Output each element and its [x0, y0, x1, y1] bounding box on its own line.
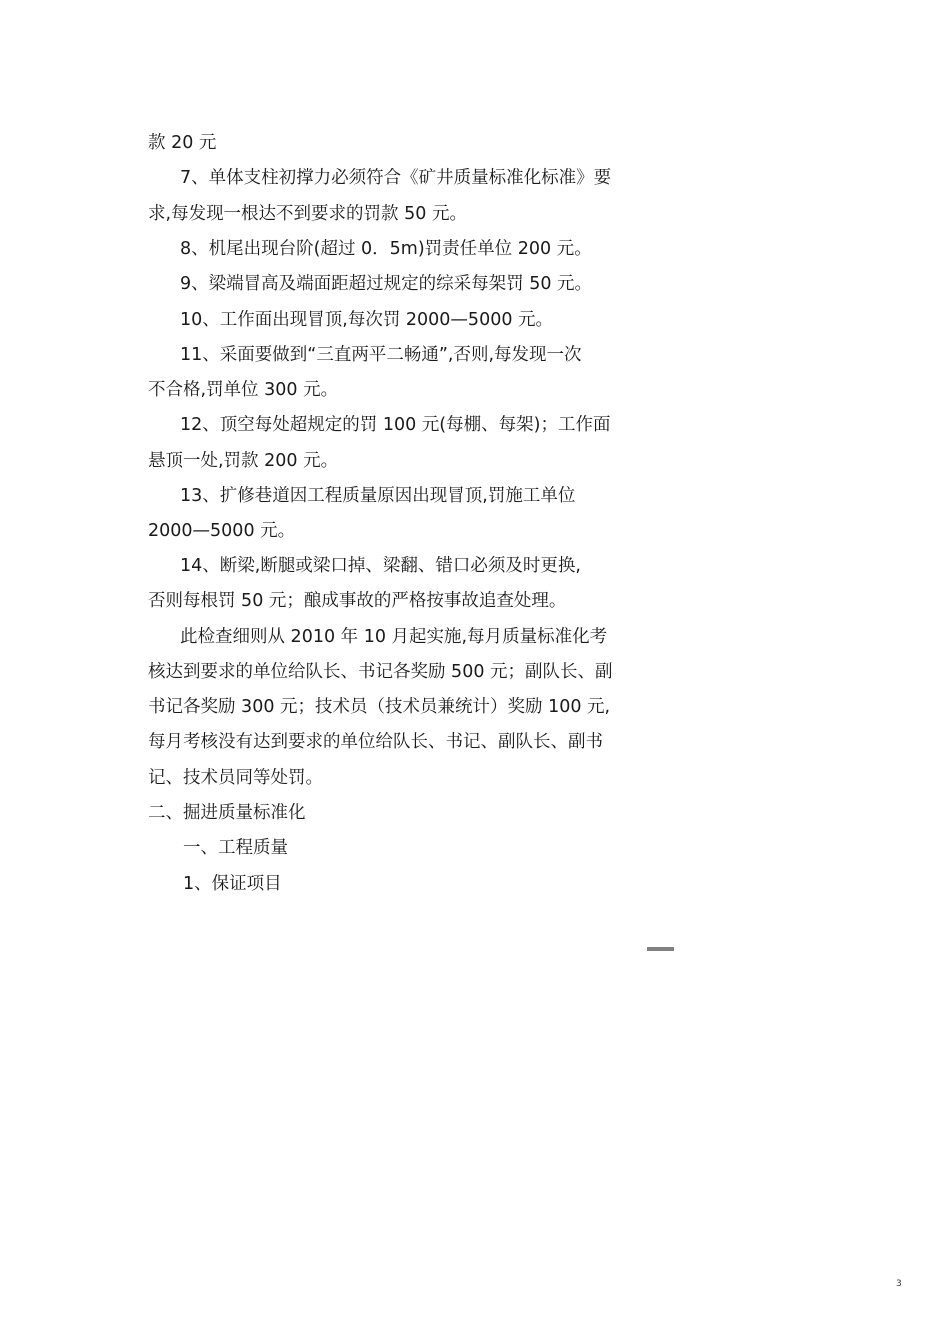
text-line: 10、工作面出现冒顶,每次罚 2000—5000 元。: [180, 310, 554, 330]
text-line: 12、顶空每处超规定的罚 100 元(每棚、每架)；工作面: [180, 415, 611, 435]
divider: [647, 947, 674, 951]
text-line: 不合格,罚单位 300 元。: [148, 380, 339, 400]
text-line: 14、断梁,断腿或梁口掉、梁翻、错口必须及时更换,: [180, 556, 581, 576]
text-line: 7、单体支柱初撑力必须符合《矿井质量标准化标准》要: [180, 168, 612, 188]
section-heading: 二、掘进质量标准化: [148, 803, 306, 823]
text-line: 悬顶一处,罚款 200 元。: [148, 451, 339, 471]
text-line: 11、采面要做到“三直两平二畅通”,否则,每发现一次: [180, 345, 582, 365]
text-line: 2000—5000 元。: [148, 521, 296, 541]
subsection-heading: 一、工程质量: [183, 838, 288, 858]
text-line: 记、技术员同等处罚。: [148, 768, 323, 788]
text-line: 求,每发现一根达不到要求的罚款 50 元。: [148, 204, 467, 224]
text-line: 否则每根罚 50 元；酿成事故的严格按事故追查处理。: [148, 591, 567, 611]
text-line: 此检查细则从 2010 年 10 月起实施,每月质量标准化考: [180, 627, 608, 647]
text-line: 款 20 元: [148, 133, 217, 153]
text-line: 13、扩修巷道因工程质量原因出现冒顶,罚施工单位: [180, 486, 576, 506]
text-line: 每月考核没有达到要求的单位给队长、书记、副队长、副书: [148, 732, 603, 752]
page-number: 3: [896, 1279, 902, 1289]
text-line: 8、机尾出现台阶(超过 0．5m)罚责任单位 200 元。: [180, 239, 592, 259]
text-line: 书记各奖励 300 元；技术员（技术员兼统计）奖励 100 元,: [148, 697, 611, 717]
text-line: 核达到要求的单位给队长、书记各奖励 500 元；副队长、副: [148, 662, 613, 682]
text-line: 9、梁端冒高及端面距超过规定的综采每架罚 50 元。: [180, 274, 593, 294]
subsection-heading: 1、保证项目: [183, 874, 282, 894]
